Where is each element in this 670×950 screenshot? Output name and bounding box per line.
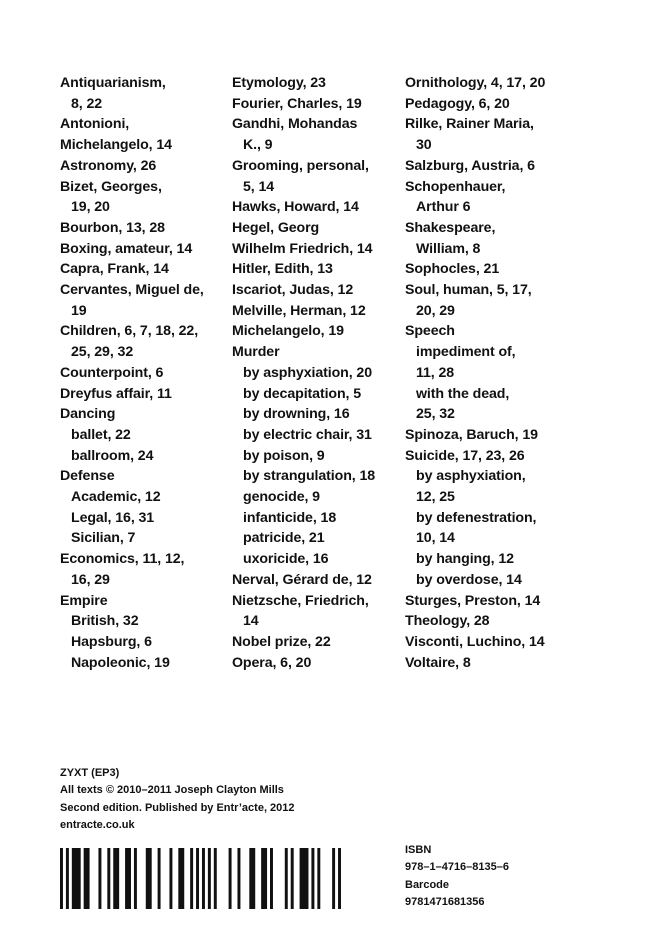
index-subentry: ballet, 22 bbox=[71, 426, 131, 443]
barcode-bar bbox=[98, 848, 101, 909]
barcode-bar bbox=[190, 848, 193, 909]
index-entry: Voltaire, 8 bbox=[405, 654, 471, 671]
index-entry: Hitler, Edith, 13 bbox=[232, 261, 333, 278]
barcode-bar bbox=[317, 848, 320, 909]
index-entry: Nobel prize, 22 bbox=[232, 633, 331, 650]
index-subentry: 11, 28 bbox=[416, 364, 455, 381]
barcode-bar bbox=[84, 848, 90, 909]
index-entry: Hegel, Georg bbox=[232, 219, 320, 236]
index-subentry: patricide, 21 bbox=[243, 530, 325, 547]
index-entry: Michelangelo, 19 bbox=[232, 323, 344, 340]
barcode-bar bbox=[311, 848, 314, 909]
colophon-website: entracte.co.uk bbox=[60, 818, 135, 831]
index-entry: Dancing bbox=[60, 406, 116, 423]
index-entry: Schopenhauer, bbox=[405, 178, 506, 195]
index-entry: Hawks, Howard, 14 bbox=[232, 199, 359, 216]
index-subentry: 25, 32 bbox=[416, 406, 455, 423]
index-entry: Spinoza, Baruch, 19 bbox=[405, 426, 538, 443]
barcode-bar bbox=[107, 848, 110, 909]
index-subentry: Academic, 12 bbox=[71, 489, 161, 506]
barcode-bar bbox=[178, 848, 184, 909]
barcode-bar bbox=[214, 848, 217, 909]
barcode-bar bbox=[196, 848, 199, 909]
index-subentry: ballroom, 24 bbox=[71, 447, 154, 464]
index-entry: Children, 6, 7, 18, 22, bbox=[60, 323, 199, 340]
index-entry: Etymology, 23 bbox=[232, 75, 326, 91]
index-entry: Nerval, Gérard de, 12 bbox=[232, 571, 372, 588]
index-entry: Melville, Herman, 12 bbox=[232, 302, 366, 319]
index-entry: Gandhi, Mohandas bbox=[232, 116, 358, 133]
index-entry: Counterpoint, 6 bbox=[60, 364, 164, 381]
index-subentry: British, 32 bbox=[71, 613, 139, 630]
barcode-bar bbox=[158, 848, 161, 909]
barcode-bar bbox=[270, 848, 273, 909]
colophon-edition: Second edition. Published by Entr’acte, 2012 bbox=[60, 801, 295, 814]
barcode-label: Barcode bbox=[405, 878, 450, 891]
index-subentry: 12, 25 bbox=[416, 489, 455, 506]
index-subentry: Sicilian, 7 bbox=[71, 530, 136, 547]
index-subentry: by asphyxiation, 20 bbox=[243, 364, 372, 381]
index-subentry: 30 bbox=[416, 137, 432, 154]
index-entry: Shakespeare, bbox=[405, 219, 496, 236]
colophon-copyright: All texts © 2010–2011 Joseph Clayton Mills bbox=[60, 784, 284, 797]
index-entry: Sturges, Preston, 14 bbox=[405, 592, 541, 609]
index-entry: Defense bbox=[60, 468, 115, 485]
index-subentry: 19, 20 bbox=[71, 199, 110, 216]
index-entry: Wilhelm Friedrich, 14 bbox=[232, 240, 373, 257]
index-subentry: by decapitation, 5 bbox=[243, 385, 362, 402]
index-entry: Iscariot, Judas, 12 bbox=[232, 282, 354, 299]
index-entry: Suicide, 17, 23, 26 bbox=[405, 447, 525, 464]
index-subentry: 20, 29 bbox=[416, 302, 455, 319]
barcode-bar bbox=[229, 848, 232, 909]
barcode-bar bbox=[169, 848, 172, 909]
isbn-label: ISBN bbox=[405, 844, 432, 856]
index-entry: Empire bbox=[60, 592, 108, 609]
index-subentry: by strangulation, 18 bbox=[243, 468, 376, 485]
barcode-bar bbox=[72, 848, 81, 909]
index-column-3 bbox=[405, 73, 580, 673]
index-subentry: infanticide, 18 bbox=[243, 509, 337, 526]
index-subentry: impediment of, bbox=[416, 344, 516, 361]
index-subentry: 14 bbox=[243, 613, 259, 630]
index-column-1 bbox=[60, 73, 235, 673]
index-entry: Soul, human, 5, 17, bbox=[405, 282, 532, 299]
index-subentry: by asphyxiation, bbox=[416, 468, 526, 485]
index-subentry: with the dead, bbox=[416, 385, 510, 402]
index-subentry: by overdose, 14 bbox=[416, 571, 522, 588]
barcode bbox=[60, 848, 341, 909]
index-entry: Astronomy, 26 bbox=[60, 157, 157, 174]
index-subentry: by drowning, 16 bbox=[243, 406, 350, 423]
index-entry: Ornithology, 4, 17, 20 bbox=[405, 75, 546, 91]
index-entry: Grooming, personal, bbox=[232, 157, 369, 174]
barcode-bar bbox=[146, 848, 152, 909]
index-subentry: 16, 29 bbox=[71, 571, 110, 588]
barcode-bar bbox=[291, 848, 294, 909]
colophon bbox=[60, 765, 380, 834]
index-entry: Rilke, Rainer Maria, bbox=[405, 116, 534, 133]
index-column-2 bbox=[232, 73, 407, 673]
index-entry: Economics, 11, 12, bbox=[60, 551, 185, 568]
index-subentry: uxoricide, 16 bbox=[243, 551, 329, 568]
index-subentry: by defenestration, bbox=[416, 509, 537, 526]
index-entry: Speech bbox=[405, 323, 455, 340]
barcode-bar bbox=[202, 848, 205, 909]
barcode-bar bbox=[208, 848, 211, 909]
index-entry: Cervantes, Miguel de, bbox=[60, 282, 204, 299]
index-entry: Sophocles, 21 bbox=[405, 261, 500, 278]
barcode-bar bbox=[249, 848, 255, 909]
index-entry: Fourier, Charles, 19 bbox=[232, 95, 362, 112]
index-entry: Dreyfus affair, 11 bbox=[60, 385, 172, 402]
index-subentry: Arthur 6 bbox=[416, 199, 471, 216]
barcode-bar bbox=[66, 848, 69, 909]
isbn-number: 978–1–4716–8135–6 bbox=[405, 861, 510, 874]
index-entry: Capra, Frank, 14 bbox=[60, 261, 169, 278]
barcode-bar bbox=[113, 848, 119, 909]
index-subentry: 10, 14 bbox=[416, 530, 455, 547]
index-subentry: by electric chair, 31 bbox=[243, 426, 372, 443]
index-subentry: 8, 22 bbox=[71, 95, 103, 112]
index-subentry: 19 bbox=[71, 302, 87, 319]
index-entry: Michelangelo, 14 bbox=[60, 137, 172, 154]
index-subentry: Legal, 16, 31 bbox=[71, 509, 155, 526]
barcode-bar bbox=[237, 848, 240, 909]
index-entry: Nietzsche, Friedrich, bbox=[232, 592, 369, 609]
barcode-bar bbox=[134, 848, 137, 909]
index-entry: Bizet, Georges, bbox=[60, 178, 162, 195]
barcode-number: 9781471681356 bbox=[405, 895, 485, 908]
index-subentry: Hapsburg, 6 bbox=[71, 633, 152, 650]
index-subentry: 25, 29, 32 bbox=[71, 344, 134, 361]
index-entry: Antonioni, bbox=[60, 116, 130, 133]
barcode-bar bbox=[285, 848, 288, 909]
isbn-block bbox=[405, 842, 509, 911]
index-subentry: genocide, 9 bbox=[243, 489, 320, 506]
index-entry: Visconti, Luchino, 14 bbox=[405, 633, 545, 650]
index-entry: Salzburg, Austria, 6 bbox=[405, 157, 535, 174]
barcode-bar bbox=[338, 848, 341, 909]
barcode-bar bbox=[261, 848, 267, 909]
index-entry: Opera, 6, 20 bbox=[232, 654, 312, 671]
barcode-bar bbox=[60, 848, 63, 909]
colophon-title: ZYXT (EP3) bbox=[60, 767, 120, 779]
index-subentry: by poison, 9 bbox=[243, 447, 325, 464]
barcode-bar bbox=[332, 848, 335, 909]
index-entry: Murder bbox=[232, 344, 280, 361]
index bbox=[0, 73, 670, 693]
index-entry: Theology, 28 bbox=[405, 613, 490, 630]
index-entry: Bourbon, 13, 28 bbox=[60, 219, 165, 236]
index-entry: Pedagogy, 6, 20 bbox=[405, 95, 510, 112]
index-subentry: Napoleonic, 19 bbox=[71, 654, 170, 671]
barcode-bar bbox=[300, 848, 309, 909]
index-subentry: K., 9 bbox=[243, 137, 273, 154]
index-subentry: William, 8 bbox=[416, 240, 481, 257]
index-subentry: 5, 14 bbox=[243, 178, 275, 195]
barcode-bar bbox=[125, 848, 131, 909]
index-entry: Boxing, amateur, 14 bbox=[60, 240, 193, 257]
index-subentry: by hanging, 12 bbox=[416, 551, 514, 568]
index-entry: Antiquarianism, bbox=[60, 75, 166, 91]
